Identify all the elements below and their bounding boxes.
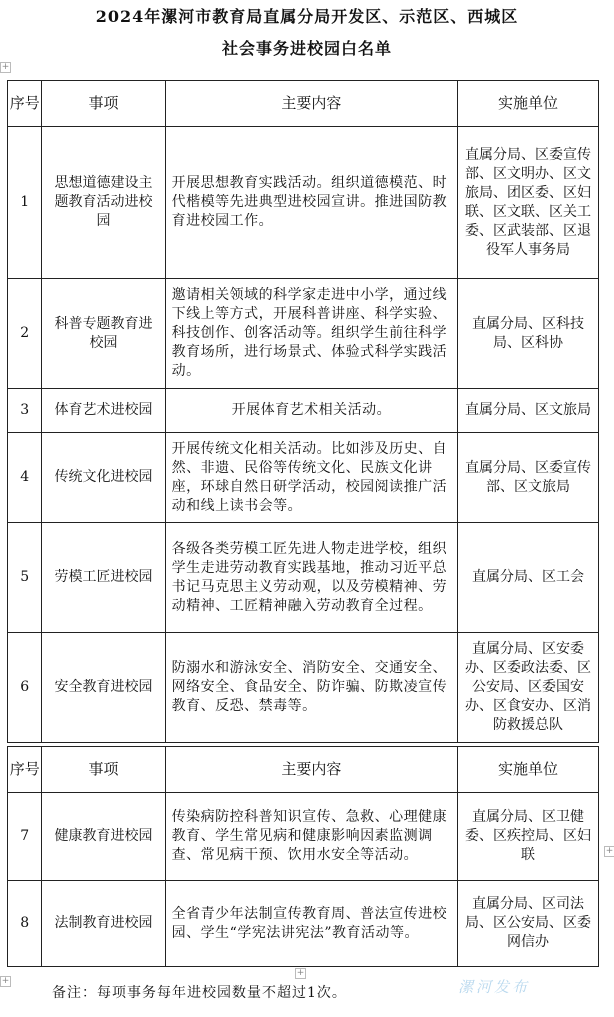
- row-no: 3: [8, 389, 42, 433]
- whitelist-table-part2: [7, 746, 599, 967]
- header-unit: 实施单位: [458, 747, 599, 793]
- row-item: 法制教育进校园: [42, 881, 165, 967]
- table-row: [8, 279, 599, 389]
- row-content: 邀请相关领域的科学家走进中小学，通过线下线上等方式，开展科普讲座、科学实验、科技创作、创客活动等。组织学生前往科学教育场所，进行场景式、体验式科学实践活动。: [165, 279, 457, 389]
- row-item: 劳模工匠进校园: [42, 523, 165, 633]
- row-no: 1: [8, 127, 42, 279]
- row-item: 健康教育进校园: [42, 793, 165, 881]
- row-no: 4: [8, 433, 42, 523]
- row-no: 2: [8, 279, 42, 389]
- table-resize-handle-icon[interactable]: +: [296, 968, 305, 978]
- header-no: 序号: [8, 747, 42, 793]
- table-row: [8, 433, 599, 523]
- row-no: 6: [8, 633, 42, 743]
- row-content: 传染病防控科普知识宣传、急救、心理健康教育、学生常见病和健康影响因素监测调查、常见病干预、饮用水安全等活动。: [165, 793, 457, 881]
- table-move-handle-icon[interactable]: +: [1, 62, 10, 72]
- header-no: 序号: [8, 81, 42, 127]
- row-unit: 直属分局、区司法局、区公安局、区委网信办: [458, 881, 599, 967]
- header-item: 事项: [42, 747, 165, 793]
- row-unit: 直属分局、区工会: [458, 523, 599, 633]
- row-content: 开展思想教育实践活动。组织道德模范、时代楷模等先进典型进校园宣讲。推进国防教育进校园工作。: [165, 127, 457, 279]
- row-content: 全省青少年法制宣传教育周、普法宣传进校园、学生“学宪法讲宪法”教育活动等。: [165, 881, 457, 967]
- row-item: 体育艺术进校园: [42, 389, 165, 433]
- table-row: [8, 793, 599, 881]
- header-content: 主要内容: [165, 81, 457, 127]
- row-no: 8: [8, 881, 42, 967]
- row-item: 思想道德建设主题教育活动进校园: [42, 127, 165, 279]
- row-unit: 直属分局、区委宣传部、区文旅局: [458, 433, 599, 523]
- row-no: 5: [8, 523, 42, 633]
- footnote: 备注：每项事务每年进校园数量不超过1次。: [52, 985, 347, 1001]
- row-unit: 直属分局、区科技局、区科协: [458, 279, 599, 389]
- row-unit: 直属分局、区委宣传部、区文明办、区文旅局、团区委、区妇联、区文联、区关工委、区武装部、区退役军人事务局: [458, 127, 599, 279]
- header-item: 事项: [42, 81, 165, 127]
- row-content: 开展传统文化相关活动。比如涉及历史、自然、非遗、民俗等传统文化、民族文化讲座，环球自然日研学活动，校园阅读推广活动和线上读书会等。: [165, 433, 457, 523]
- table-row: [8, 389, 599, 433]
- table-row: [8, 881, 599, 967]
- row-no: 7: [8, 793, 42, 881]
- document-title-line2: 社会事务进校园白名单: [221, 39, 392, 58]
- document-title-line1: 2024年漯河市教育局直属分局开发区、示范区、西城区: [95, 7, 519, 26]
- table-row: [8, 633, 599, 743]
- header-unit: 实施单位: [458, 81, 599, 127]
- row-item: 传统文化进校园: [42, 433, 165, 523]
- row-content: 防溺水和游泳安全、消防安全、交通安全、网络安全、食品安全、防诈骗、防欺凌宣传教育、反恐、禁毒等。: [165, 633, 457, 743]
- row-insert-handle-icon[interactable]: +: [605, 846, 614, 856]
- table-row: [8, 127, 599, 279]
- row-unit: 直属分局、区文旅局: [458, 389, 599, 433]
- table-move-handle-icon-2[interactable]: +: [1, 976, 10, 986]
- watermark: 漯河发布: [458, 978, 531, 996]
- row-unit: 直属分局、区卫健委、区疾控局、区妇联: [458, 793, 599, 881]
- whitelist-table-part1: [7, 80, 599, 743]
- row-content: 开展体育艺术相关活动。: [165, 389, 457, 433]
- row-item: 科普专题教育进校园: [42, 279, 165, 389]
- table-row: [8, 523, 599, 633]
- row-item: 安全教育进校园: [42, 633, 165, 743]
- header-content: 主要内容: [165, 747, 457, 793]
- row-content: 各级各类劳模工匠先进人物走进学校，组织学生走进劳动教育实践基地，推动习近平总书记马克思主义劳动观，以及劳模精神、劳动精神、工匠精神融入劳动教育全过程。: [165, 523, 457, 633]
- row-unit: 直属分局、区安委办、区委政法委、区公安局、区委国安办、区食安办、区消防救援总队: [458, 633, 599, 743]
